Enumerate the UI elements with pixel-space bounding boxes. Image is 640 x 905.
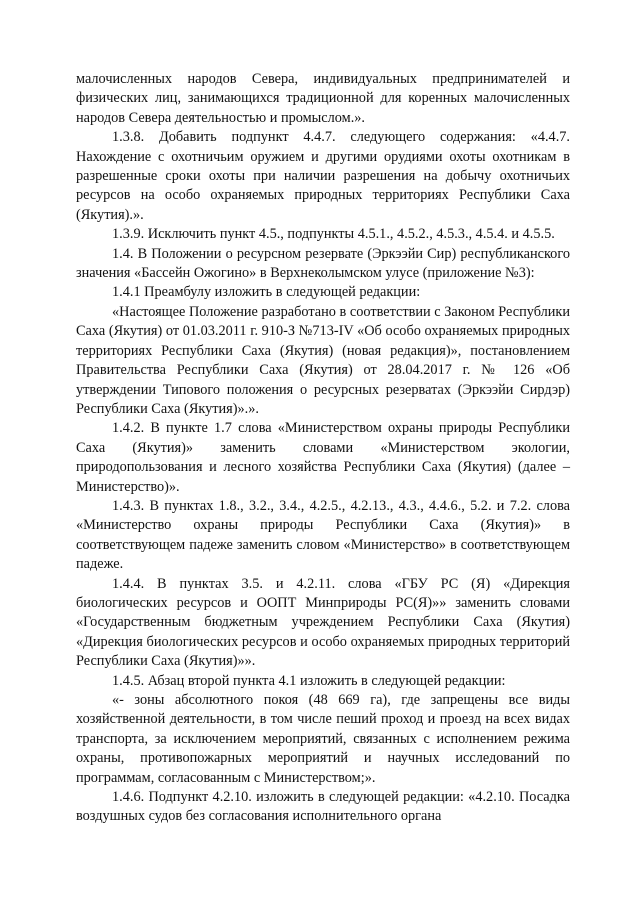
paragraph-preamble-quote: «Настоящее Положение разработано в соответствии с Законом Республики Саха (Якутия) от 01.03.2011 г. 910-З №713-IV «Об особо охраняемых природных территориях Республики Саха (Якутия) (новая редакция)», постановлением Правительства Республики Саха (Якутия) от 28.04.2017 г. № 126 «Об утверждении Типового положения о ресурсных резерватах (Эркээйи Сирдэр) Республики Саха (Якутия)».».: [76, 303, 570, 417]
paragraph-1-4-6: 1.4.6. Подпункт 4.2.10. изложить в следующей редакции: «4.2.10. Посадка воздушных судов без согласования исполнительного органа: [76, 789, 570, 825]
paragraph-1-3-8: 1.3.8. Добавить подпункт 4.4.7. следующего содержания: «4.4.7. Нахождение с охотничьим оружием и другими орудиями охоты охотникам в разрешенные сроки охоты при наличии разрешения на добычу охотничьих ресурсов на особо охраняемых природных территориях Республики Саха (Якутия).».: [76, 129, 570, 223]
paragraph-1-4-1: 1.4.1 Преамбулу изложить в следующей редакции:: [112, 284, 421, 301]
paragraph-1-4-5: 1.4.5. Абзац второй пункта 4.1 изложить в следующей редакции:: [112, 672, 506, 689]
paragraph-1-3-9: 1.3.9. Исключить пункт 4.5., подпункты 4.5.1., 4.5.2., 4.5.3., 4.5.4. и 4.5.5.: [112, 226, 555, 243]
paragraph-continuation: малочисленных народов Севера, индивидуальных предпринимателей и физических лиц, занимающихся традиционной для коренных малочисленных народов Севера деятельностью и промыслом.».: [76, 71, 570, 126]
document-text: [76, 70, 570, 827]
paragraph-1-4: 1.4. В Положении о ресурсном резервате (Эркээйи Сир) республиканского значения «Бассейн Ожогино» в Верхнеколымском улусе (приложение №3):: [76, 245, 570, 282]
paragraph-1-4-2: 1.4.2. В пункте 1.7 слова «Министерством охраны природы Республики Саха (Якутия)» заменить словами «Министерством экологии, природопользования и лесного хозяйства Республики Саха (Якутия) (далее – Министерство)».: [76, 420, 570, 495]
paragraph-1-4-4: 1.4.4. В пунктах 3.5. и 4.2.11. слова «ГБУ РС (Я) «Дирекция биологических ресурсов и ООПТ Минприроды РС(Я)»» заменить словами «Государственным бюджетным учреждением Республики Саха (Якутия) «Дирекция биологических ресурсов и особо охраняемых природных территорий Республики Саха (Якутия)»».: [76, 575, 570, 670]
paragraph-1-4-3: 1.4.3. В пунктах 1.8., 3.2., 3.4., 4.2.5., 4.2.13., 4.3., 4.4.6., 5.2. и 7.2. слова «Министерство охраны природы Республики Саха (Якутия)» в соответствующем падеже заменить словом «Министерство» в соответствующем падеже.: [76, 497, 570, 573]
paragraph-zone-quote: «- зоны абсолютного покоя (48 669 га), где запрещены все виды хозяйственной деятельности, в том числе пеший проход и проезд на всех видах транспорта, за исключением мероприятий, связанных с исполнением режима охраны, противопожарных мероприятий и научных исследований по программам, согласованным с Министерством;».: [76, 692, 570, 786]
